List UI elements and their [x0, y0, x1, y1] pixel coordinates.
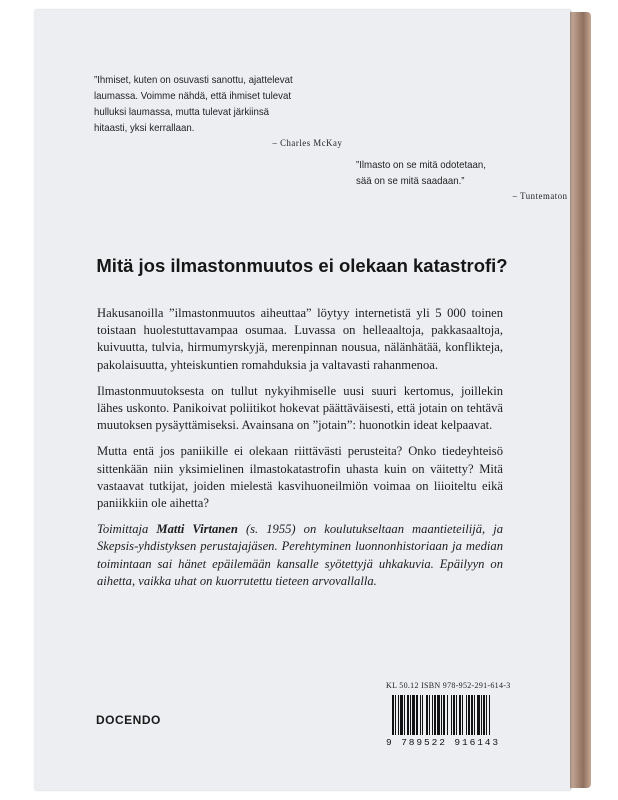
author-bio [97, 521, 503, 590]
bio-rest: (s. 1955) on koulutukseltaan maantieteilijä, ja Skepsis-yhdistyksen perustajajäsen. Perehtyminen luonnonhistoriaan ja median toimintaan sai hänet epäilemään kansalle syötettyjä uhkakuvia. Epäilyyn on aihetta, vaikka uhat on kuorrutettu tieteen arvovallalla. [97, 522, 503, 588]
quote-mckay [94, 72, 342, 152]
quote-attribution: – Charles McKay [272, 139, 343, 149]
author-name: Matti Virtanen [156, 522, 238, 537]
publisher-logo: DOCENDO [96, 713, 161, 727]
blurb-text [97, 305, 503, 599]
quote-unknown [356, 157, 568, 205]
back-cover [34, 10, 570, 790]
barcode-digits: 9 789522 916143 [386, 737, 501, 748]
quote-attribution: – Tuntematon [512, 192, 568, 202]
quote-text: ”Ihmiset, kuten on osuvasti sanottu, ajattelevat laumassa. Voimme nähdä, että ihmiset tulevat hulluksi laumassa, mutta tulevat järkiinsä hitaasti, yksi kerrallaan. [94, 74, 293, 134]
bio-prefix: Toimittaja [97, 522, 157, 537]
isbn-line: KL 50.12 ISBN 978-952-291-614-3 [386, 681, 511, 690]
cover-heading: Mitä jos ilmastonmuutos ei olekaan katastrofi? [96, 255, 508, 276]
barcode [392, 695, 534, 737]
blurb-paragraph-1: Hakusanoilla ”ilmastonmuutos aiheuttaa” löytyy internetistä yli 5 000 toinen toistaan huolestuttavampaa osumaa. Luvassa on helleaaltoja, pakkasaaltoja, kuivuutta, tulvia, hirmumyrskyjä, merenpinnan nousua, nälänhätää, konflikteja, pakolaisuutta, yhteiskuntien romahduksia ja valtavasti rahanmenoa. [97, 306, 503, 372]
blurb-paragraph-2: Ilmastonmuutoksesta on tullut nykyihmiselle uusi suuri kertomus, joillekin lähes uskonto. Panikoivat poliitikot hokevat päättäväisesti, että jotain on tehtävä muutoksen pysäyttämiseksi. Avainsana on ”jotain”: huonotkin ideat kelpaavat. [97, 383, 503, 433]
quote-text: ”Ilmasto on se mitä odotetaan, sää on se mitä saadaan.” [356, 159, 486, 187]
blurb-paragraph-3: Mutta entä jos paniikille ei olekaan riittävästi perusteita? Onko tiedeyhteisö sittenkään niin yksimielinen ilmastokatastrofin uhasta kuin on väitetty? Mitä vastaavat tutkijat, joiden mielestä kasvihuoneilmiön voimaa on liioiteltu eikä paniikkiin ole aihetta? [97, 444, 503, 511]
